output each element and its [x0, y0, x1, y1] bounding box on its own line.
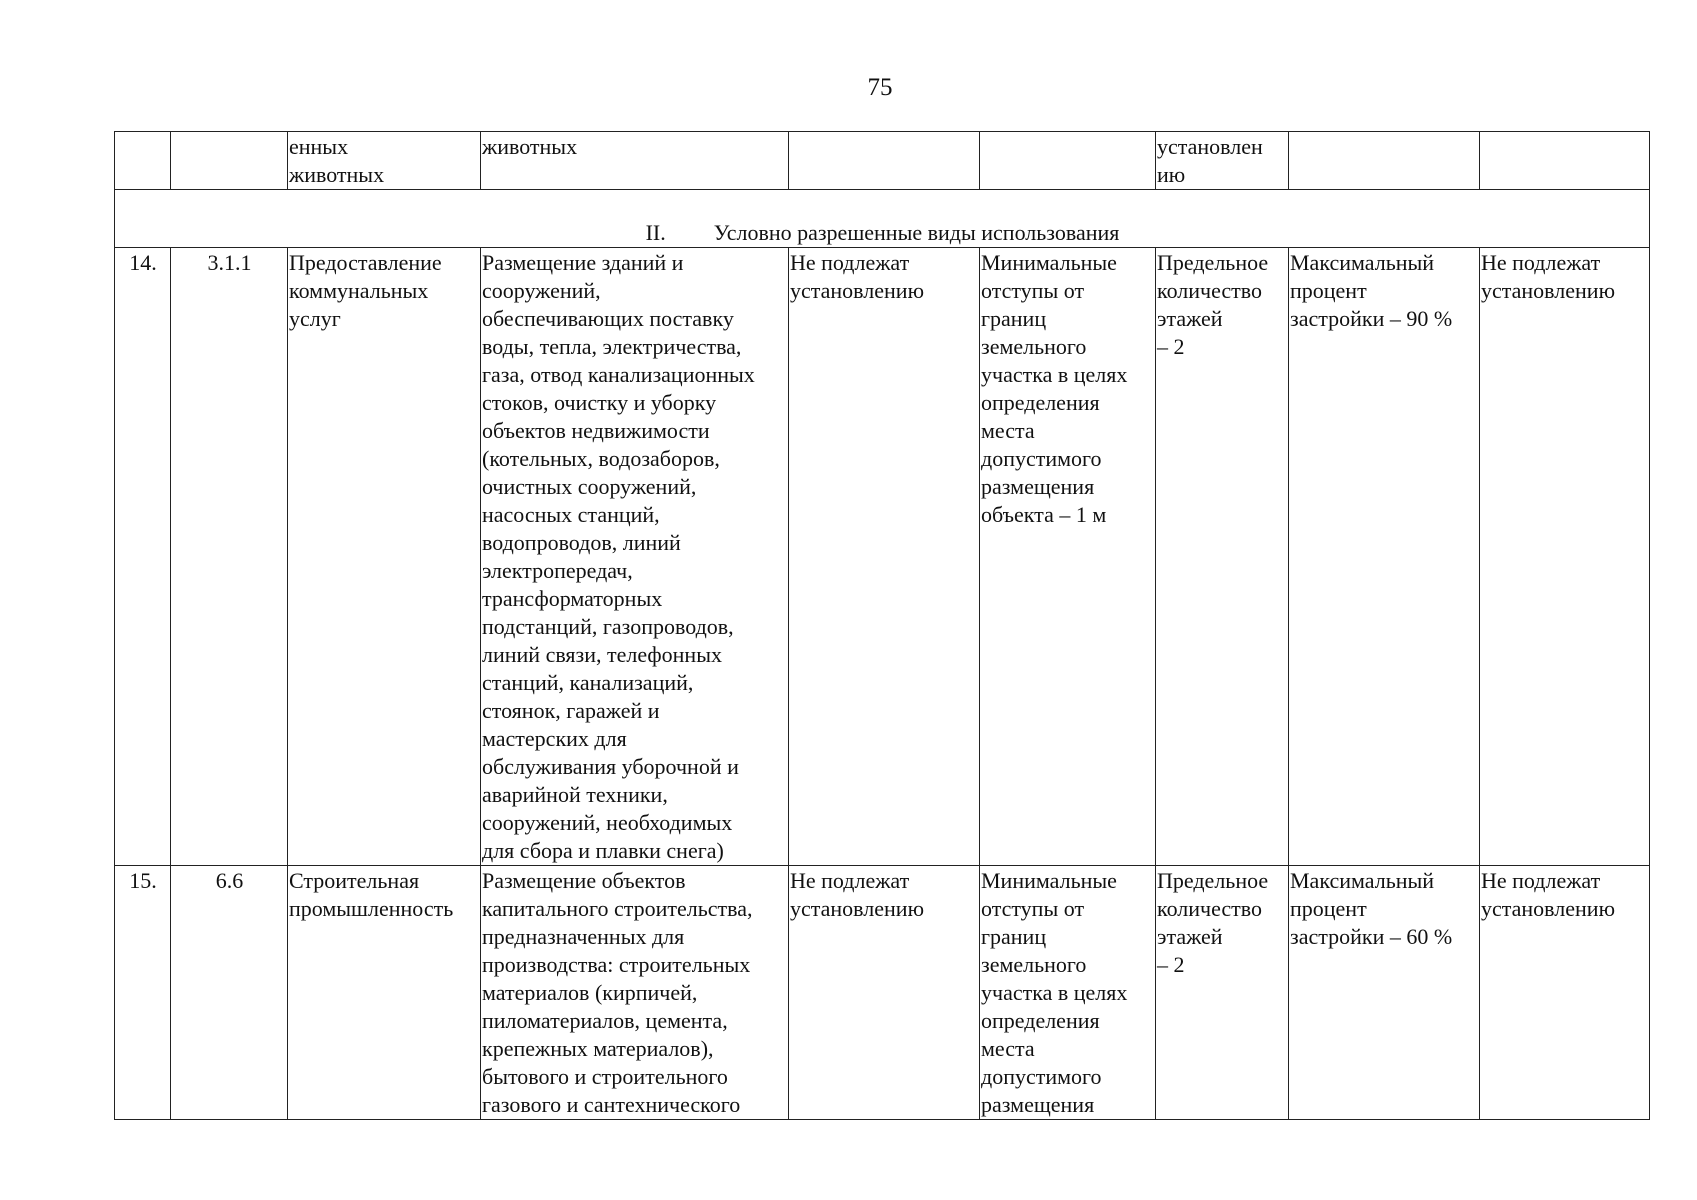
setback-limits: Минимальные отступы от границ земельного участка в целях определения места допустимого размещения [980, 866, 1156, 1120]
land-use-table [114, 131, 1650, 1120]
floor-limits: Предельное количество этажей – 2 [1156, 866, 1289, 1120]
other-limits: Не подлежат установлению [1480, 248, 1650, 866]
table-cell [789, 132, 980, 190]
floor-limits: Предельное количество этажей – 2 [1156, 248, 1289, 866]
use-name: Строительная промышленность [288, 866, 481, 1120]
section-number: II. [645, 220, 666, 245]
use-description: Размещение зданий и сооружений, обеспечивающих поставку воды, тепла, электричества, газа, отвод канализационных стоков, очистку и уборку объектов недвижимости (котельных, водозаборов, очистных сооружений, насосных станций, водопроводов, линий электропередач, трансформаторных подстанций, газопроводов, линий связи, телефонных станций, канализаций, стоянок, гаражей и мастерских для обслуживания уборочной и аварийной техники, сооружений, необходимых для сбора и плавки снега) [481, 248, 789, 866]
use-code: 3.1.1 [171, 248, 288, 866]
section-row [115, 190, 1650, 248]
page-number: 75 [867, 74, 893, 101]
row-number: 14. [115, 248, 171, 866]
plot-size-limits: Не подлежат установлению [789, 866, 980, 1120]
section-title: Условно разрешенные виды использования [713, 220, 1120, 245]
use-name: Предоставление коммунальных услуг [288, 248, 481, 866]
use-code: 6.6 [171, 866, 288, 1120]
table-cell [1289, 132, 1480, 190]
table-cell [980, 132, 1156, 190]
table-cell [115, 132, 171, 190]
other-limits: Не подлежат установлению [1480, 866, 1650, 1120]
table-cell: установлен ию [1156, 132, 1289, 190]
table-cell [1480, 132, 1650, 190]
table-row [115, 248, 1650, 866]
section-heading [115, 190, 1650, 248]
coverage-limits: Максимальный процент застройки – 90 % [1289, 248, 1480, 866]
use-description: Размещение объектов капитального строительства, предназначенных для производства: строительных материалов (кирпичей, пиломатериалов, цемента, крепежных материалов), бытового и строительного газового и сантехнического [481, 866, 789, 1120]
table-cell: животных [481, 132, 789, 190]
table-row [115, 866, 1650, 1120]
table-cell [171, 132, 288, 190]
coverage-limits: Максимальный процент застройки – 60 % [1289, 866, 1480, 1120]
table-cell: енных животных [288, 132, 481, 190]
plot-size-limits: Не подлежат установлению [789, 248, 980, 866]
row-number: 15. [115, 866, 171, 1120]
setback-limits: Минимальные отступы от границ земельного участка в целях определения места допустимого размещения объекта – 1 м [980, 248, 1156, 866]
table-row-continued [115, 132, 1650, 190]
